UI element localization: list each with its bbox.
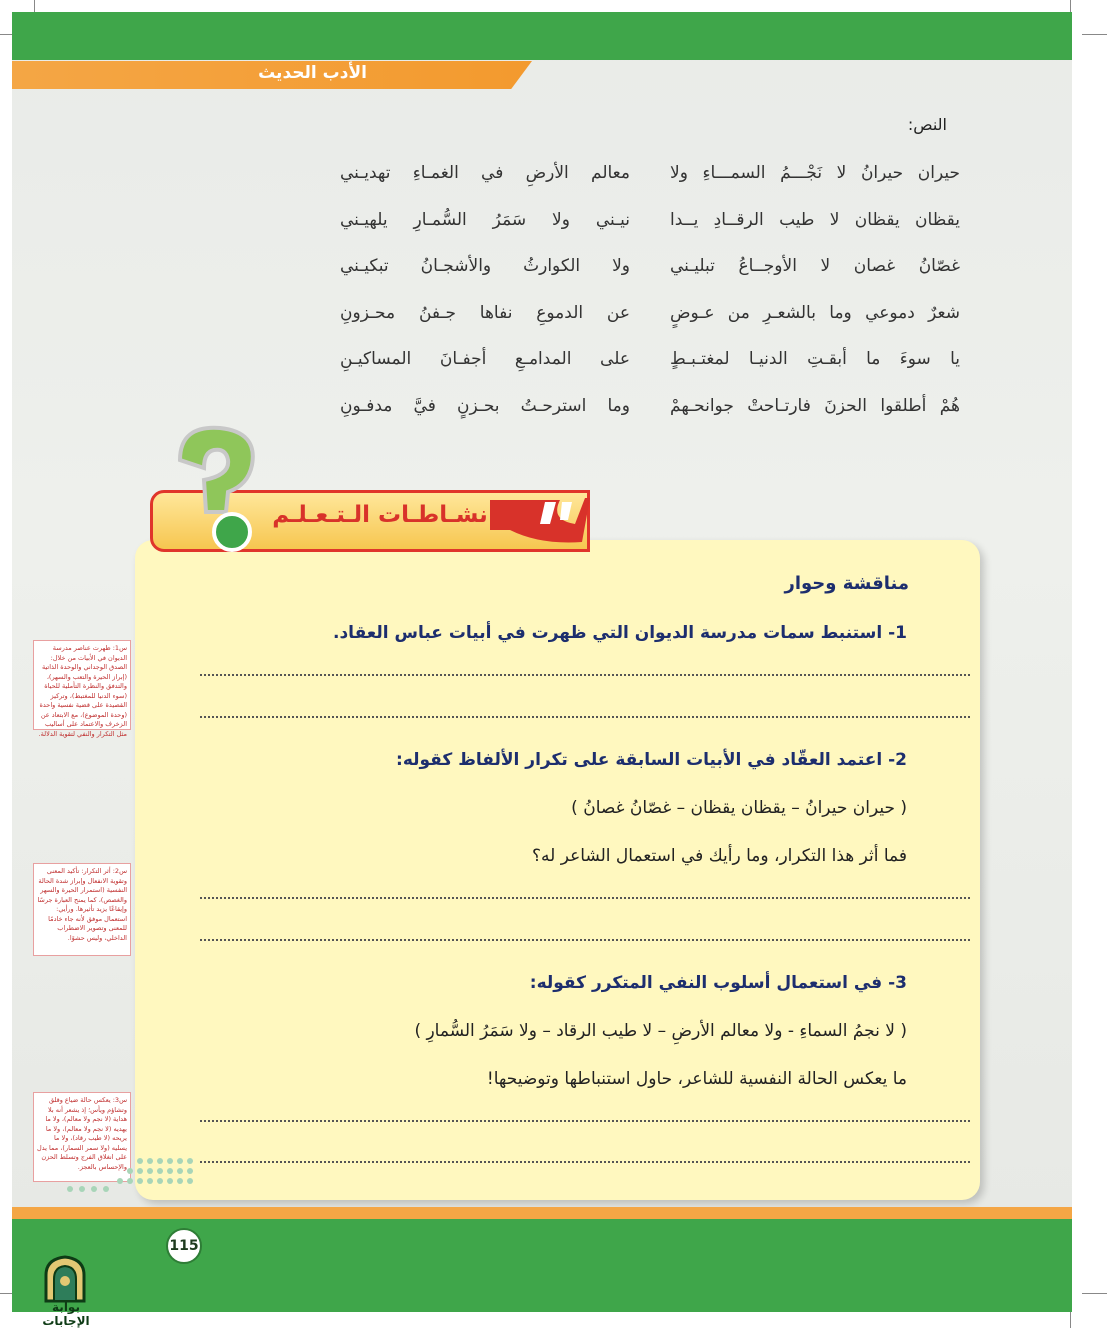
section-title: الأدب الحديث [258,63,367,83]
poem-verse [340,336,960,383]
question-2-example: ( حيران حيرانُ – يقظان يقظان – غصّانُ غصانُ ) [571,798,907,818]
question-2-followup: فما أثر هذا التكرار، وما رأيك في استعمال الشاعر له؟ [532,846,907,866]
verse-second-hemistich: نيـني ولا سَمَرُ السُّمـارِ يلهيـني [340,209,630,230]
poem-verse [340,383,960,430]
text-label: النص: [907,115,947,134]
activities-heading: مناقشة وحوار [784,573,909,594]
top-green-band [12,12,1072,60]
answer-line[interactable] [200,897,970,899]
page-number: 115 [166,1228,202,1264]
verse-second-hemistich: عن الدموعِ نفاها جـفنُ محـزونِ [340,302,630,323]
question-3: 3- في استعمال أسلوب النفي المتكرر كقوله: [529,973,907,993]
answer-line[interactable] [200,674,970,676]
answer-line[interactable] [200,1120,970,1122]
answer-line[interactable] [200,716,970,718]
poem-verse [340,243,960,290]
margin-answer-note-3: س3: يعكس حالة ضياع وقلق وتشاؤم ويأس؛ إذ يشعر أنه بلا هداية (لا نجم ولا معالم)، ولا ما يهديه (لا نجم ولا معالم)، ولا ما يريحه (لا طيب رقاد)، ولا ما يسليه (ولا سمر السمار)، مما يدل على انغلاق الفرج وتسلط الحزن والإحساس بالعجز. [33,1092,131,1182]
question-1: 1- استنبط سمات مدرسة الديوان التي ظهرت في أبيات عباس العقاد. [333,623,907,643]
poem-verse [340,197,960,244]
poem-verse [340,290,960,337]
crop-mark [1082,1293,1107,1294]
question-2: 2- اعتمد العقّاد في الأبيات السابقة على تكرار الألفاظ كقوله: [396,750,907,770]
banner-swoosh-icon [490,490,590,552]
poem-verse [340,150,960,197]
answer-line[interactable] [200,939,970,941]
verse-first-hemistich: حيران حيرانُ لا نَجْـــمُ السمـــاءِ ولا [670,163,960,184]
margin-answer-note-2: س2: أثر التكرار: تأكيد المعنى وتقوية الانفعال وإبراز شدة الحالة النفسية (استمرار الحيرة والسهر والغصص)، كما يمنح العبارة جرسًا وإيقاعًا يزيد تأثيرها. ورأيي: استعمال موفق لأنه جاء خادمًا للمعنى وتصوير الاضطراب الداخلي، وليس حشوًا. [33,863,131,956]
verse-first-hemistich: يا سوءَ ما أبقـتِ الدنيـا لمغتـبـطٍ [670,349,960,370]
dots-pattern-icon [60,1155,200,1195]
margin-answer-note-1: س1: ظهرت عناصر مدرسة الديوان في الأبيات من خلال: الصدق الوجداني والوحدة الذاتية (إبراز الحيرة والتعب والسهر)، والتدفق والنظرة التأملية للحياة (سوء الدنيا للمغتبط)، وتركيز القصيدة على قضية نفسية واحدة (وحدة الموضوع)، مع الابتعاد عن الزخرف والاعتماد على أساليب مثل التكرار والنفي لتقوية الدلالة. [33,640,131,730]
verse-first-hemistich: يقظان يقظان لا طيب الرقــادِ يــدا [670,209,960,230]
verse-second-hemistich: معالم الأرضِ في الغمـاءِ تهديـني [340,163,630,184]
verse-second-hemistich: على المدامـعِ أجفـانَ المساكيـنِ [340,349,630,370]
footer-orange-band [12,1207,1072,1219]
crop-mark [1082,34,1107,35]
question-mark-icon [160,420,270,560]
crop-mark [1070,1310,1071,1328]
verse-second-hemistich: ولا الكوارثُ والأشجـانُ تبكيـني [340,256,630,277]
banner-title: نشـاطـات الـتـعـلـم [272,502,488,528]
poem [340,150,960,429]
question-3-followup: ما يعكس الحالة النفسية للشاعر، حاول استنباطها وتوضيحها! [486,1069,907,1089]
verse-first-hemistich: شعرٌ دموعي وما بالشعـرِ من عـوضٍ [670,302,960,323]
question-3-example: ( لا نجمُ السماءِ - ولا معالم الأرضِ – لا طيب الرقاد – ولا سَمَرُ السُّمارِ ) [414,1021,907,1041]
verse-first-hemistich: غصّانُ غصان لا الأوجــاعُ تبليـني [670,256,960,277]
verse-second-hemistich: وما استرحـتُ بحـزنٍ فيَّ مدفـونِ [340,395,630,416]
answer-line[interactable] [200,1161,970,1163]
verse-first-hemistich: هُمْ أطلقوا الحزنَ فارتـاحتْ جوانحـهمْ [670,395,960,416]
portal-logo-icon [42,1255,88,1303]
portal-name: بوابة الإجابات [42,1300,90,1328]
